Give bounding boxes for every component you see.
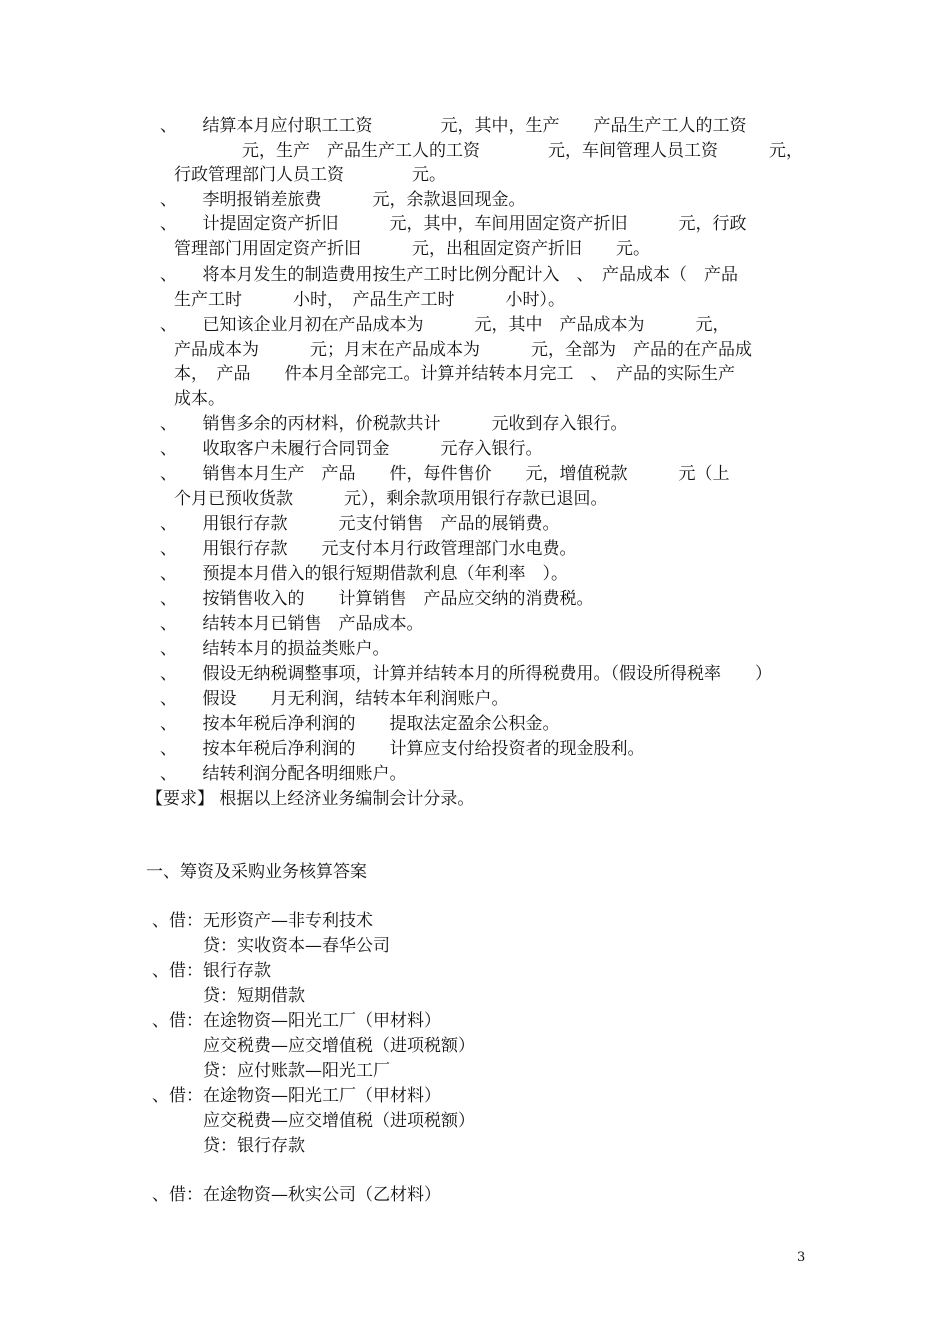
task-line: 个月已预收货款 元），剩余款项用银行存款已退回。	[174, 489, 608, 509]
answer-line: 、借：在途物资—阳光工厂（甲材料）	[152, 1011, 441, 1031]
task-line: 、 销售本月生产 产品 件，每件售价 元，增值税款 元（上	[160, 464, 730, 484]
task-line: 、 按本年税后净利润的 提取法定盈余公积金。	[160, 714, 560, 734]
task-line: 、 按本年税后净利润的 计算应支付给投资者的现金股利。	[160, 739, 645, 759]
task-line: 产品成本为 元；月末在产品成本为 元，全部为 产品的在产品成	[174, 340, 752, 360]
task-line: 、 结转本月的损益类账户。	[160, 639, 390, 659]
task-line: 、 将本月发生的制造费用按生产工时比例分配计入 、 产品成本（ 产品	[160, 265, 738, 285]
page-number: 3	[797, 1250, 806, 1265]
task-line: 、 收取客户未履行合同罚金 元存入银行。	[160, 439, 543, 459]
task-line: 成本。	[174, 389, 225, 409]
answer-line: 应交税费—应交增值税（进项税额）	[152, 1111, 475, 1131]
answer-line: 应交税费—应交增值税（进项税额）	[152, 1036, 475, 1056]
task-line: 、 用银行存款 元支付本月行政管理部门水电费。	[160, 539, 577, 559]
task-line: 生产工时 小时， 产品生产工时 小时）。	[174, 290, 565, 310]
task-line: 、 计提固定资产折旧 元，其中，车间用固定资产折旧 元，行政	[160, 214, 747, 234]
task-line: 、 已知该企业月初在产品成本为 元，其中 产品成本为 元，	[160, 315, 730, 335]
task-line: 、 销售多余的丙材料，价税款共计 元收到存入银行。	[160, 414, 628, 434]
task-line: 、 李明报销差旅费 元，余款退回现金。	[160, 190, 526, 210]
section-heading: 一、筹资及采购业务核算答案	[146, 862, 367, 882]
task-line: 、 按销售收入的 计算销售 产品应交纳的消费税。	[160, 589, 594, 609]
task-line: 本， 产品 件本月全部完工。计算并结转本月完工 、 产品的实际生产	[174, 364, 735, 384]
task-line: 行政管理部门人员工资 元。	[174, 165, 446, 185]
task-line: 、 结转利润分配各明细账户。	[160, 764, 407, 784]
task-line: 、 假设无纳税调整事项，计算并结转本月的所得税费用。（假设所得税率 ）	[160, 664, 772, 684]
task-line: 、 结算本月应付职工工资 元，其中，生产 产品生产工人的工资	[160, 116, 747, 136]
task-line: 元，生产 产品生产工人的工资 元，车间管理人员工资 元，	[174, 141, 803, 161]
task-line: 、 结转本月已销售 产品成本。	[160, 614, 424, 634]
task-line: 、 预提本月借入的银行短期借款利息（年利率 ）。	[160, 564, 568, 584]
answer-line: 、借：在途物资—秋实公司（乙材料）	[152, 1185, 441, 1205]
task-line: 管理部门用固定资产折旧 元，出租固定资产折旧 元。	[174, 239, 650, 259]
answer-line: 、借：在途物资—阳光工厂（甲材料）	[152, 1086, 441, 1106]
answer-line: 贷：银行存款	[152, 1136, 305, 1156]
answer-line: 、借：无形资产—非专利技术	[152, 911, 373, 931]
task-line: 、 假设 月无利润，结转本年利润账户。	[160, 689, 509, 709]
answer-line: 、借：银行存款	[152, 961, 271, 981]
task-line: 、 用银行存款 元支付销售 产品的展销费。	[160, 514, 560, 534]
requirement-text: 【要求】 根据以上经济业务编制会计分录。	[146, 789, 475, 809]
answer-line: 贷：应付账款—阳光工厂	[152, 1061, 390, 1081]
answer-line: 贷：实收资本—春华公司	[152, 936, 390, 956]
answer-line: 贷：短期借款	[152, 986, 305, 1006]
